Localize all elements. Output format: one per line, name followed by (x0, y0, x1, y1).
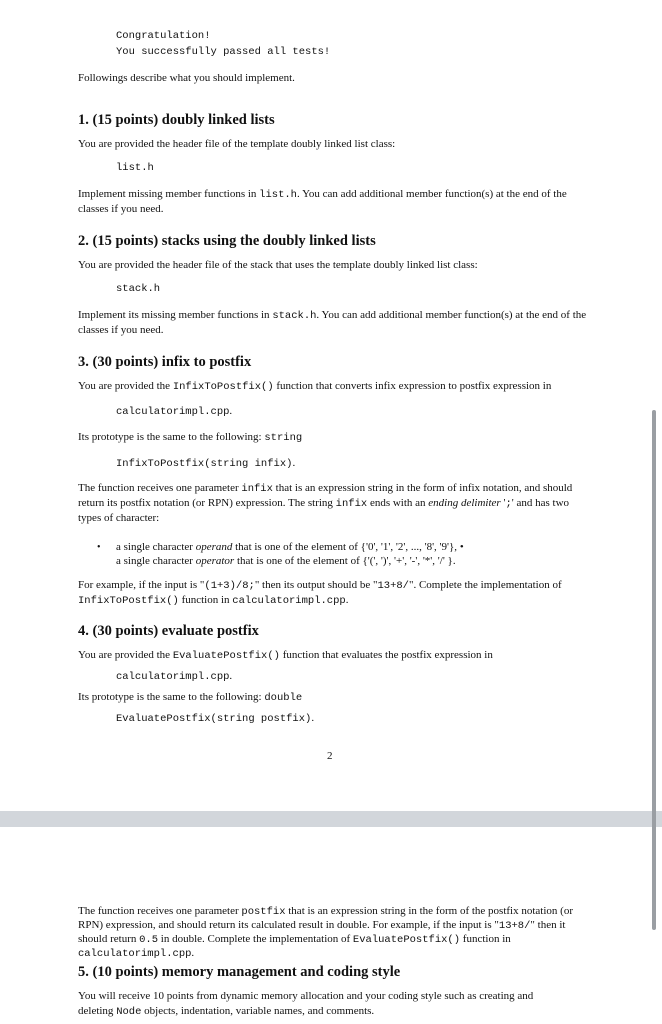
section-4-intro: You are provided the EvaluatePostfix() function that evaluates the postfix expression in (78, 649, 493, 662)
section-3-prototype: InfixToPostfix(string infix). (116, 457, 296, 470)
vertical-scrollbar[interactable] (652, 410, 656, 930)
section-4-prototype-label: Its prototype is the same to the following: double (78, 691, 303, 704)
section-4-prototype: EvaluatePostfix(string postfix). (116, 712, 315, 725)
section-3-example-line-1: For example, if the input is "(1+3)/8;" then its output should be "13+8/". Complete the implementation of (78, 579, 562, 592)
page-number: 2 (327, 750, 333, 762)
section-5-heading: 5. (10 points) memory management and coding style (78, 964, 401, 980)
section-2-heading: 2. (15 points) stacks using the doubly linked lists (78, 233, 376, 249)
section-5-desc-line-1: You will receive 10 points from dynamic memory allocation and your coding style such as creating and (78, 990, 534, 1002)
terminal-line-1: Congratulation! (116, 30, 211, 42)
section-3-prototype-label: Its prototype is the same to the following: string (78, 431, 303, 444)
section-3-heading: 3. (30 points) infix to postfix (78, 354, 252, 370)
section-5-desc-line-2: deleting Node objects, indentation, variable names, and comments. (78, 1005, 375, 1018)
section-2-desc-line-2: classes if you need. (78, 324, 164, 336)
section-4-desc-line-1: The function receives one parameter postfix that is an expression string in the form of the postfix notation (or (78, 905, 573, 918)
section-4-file: calculatorimpl.cpp. (116, 670, 233, 683)
section-2-file: stack.h (116, 283, 161, 295)
section-3-example-line-2: InfixToPostfix() function in calculatorimpl.cpp. (78, 594, 349, 607)
bullet-operand: a single character operand that is one of the element of {'0', '1', '2', ..., '8', '9'}, • (116, 541, 464, 553)
section-3-desc-line-1: The function receives one parameter infix that is an expression string in the form of infix notation, and should (78, 482, 573, 495)
section-3-file: calculatorimpl.cpp. (116, 405, 233, 418)
page-break (0, 811, 662, 827)
section-2-intro: You are provided the header file of the stack that uses the template doubly linked list class: (78, 259, 478, 271)
section-3-intro: You are provided the InfixToPostfix() function that converts infix expression to postfix expression in (78, 380, 552, 393)
section-1-file: list.h (116, 162, 154, 174)
section-2-desc-line-1: Implement its missing member functions in stack.h. You can add additional member function(s) at the end of the (78, 309, 587, 322)
bullet-icon: • (97, 542, 101, 553)
intro-text: Followings describe what you should implement. (78, 72, 295, 84)
bullet-operator: a single character operator that is one of the element of {'(', ')', '+', '-', '*', '/' }. (116, 555, 456, 567)
section-1-desc-line-1: Implement missing member functions in list.h. You can add additional member function(s) at the end of the (78, 188, 567, 201)
section-1-intro: You are provided the header file of the template doubly linked list class: (78, 138, 396, 150)
section-4-heading: 4. (30 points) evaluate postfix (78, 623, 259, 639)
section-1-desc-line-2: classes if you need. (78, 203, 164, 215)
section-3-desc-line-3: types of character: (78, 512, 160, 524)
section-3-desc-line-2: return its postfix notation (or RPN) expression. The string infix ends with an ending delimiter ';' and has two (78, 497, 570, 510)
section-4-desc-line-2: RPN) expression, and should return its calculated result in double. For example, if the input is "13+8/" then it (78, 919, 566, 932)
section-4-desc-line-4: calculatorimpl.cpp. (78, 947, 195, 960)
section-1-heading: 1. (15 points) doubly linked lists (78, 112, 275, 128)
section-4-desc-line-3: should return 0.5 in double. Complete the implementation of EvaluatePostfix() function in (78, 933, 511, 946)
terminal-line-2: You successfully passed all tests! (116, 46, 331, 58)
